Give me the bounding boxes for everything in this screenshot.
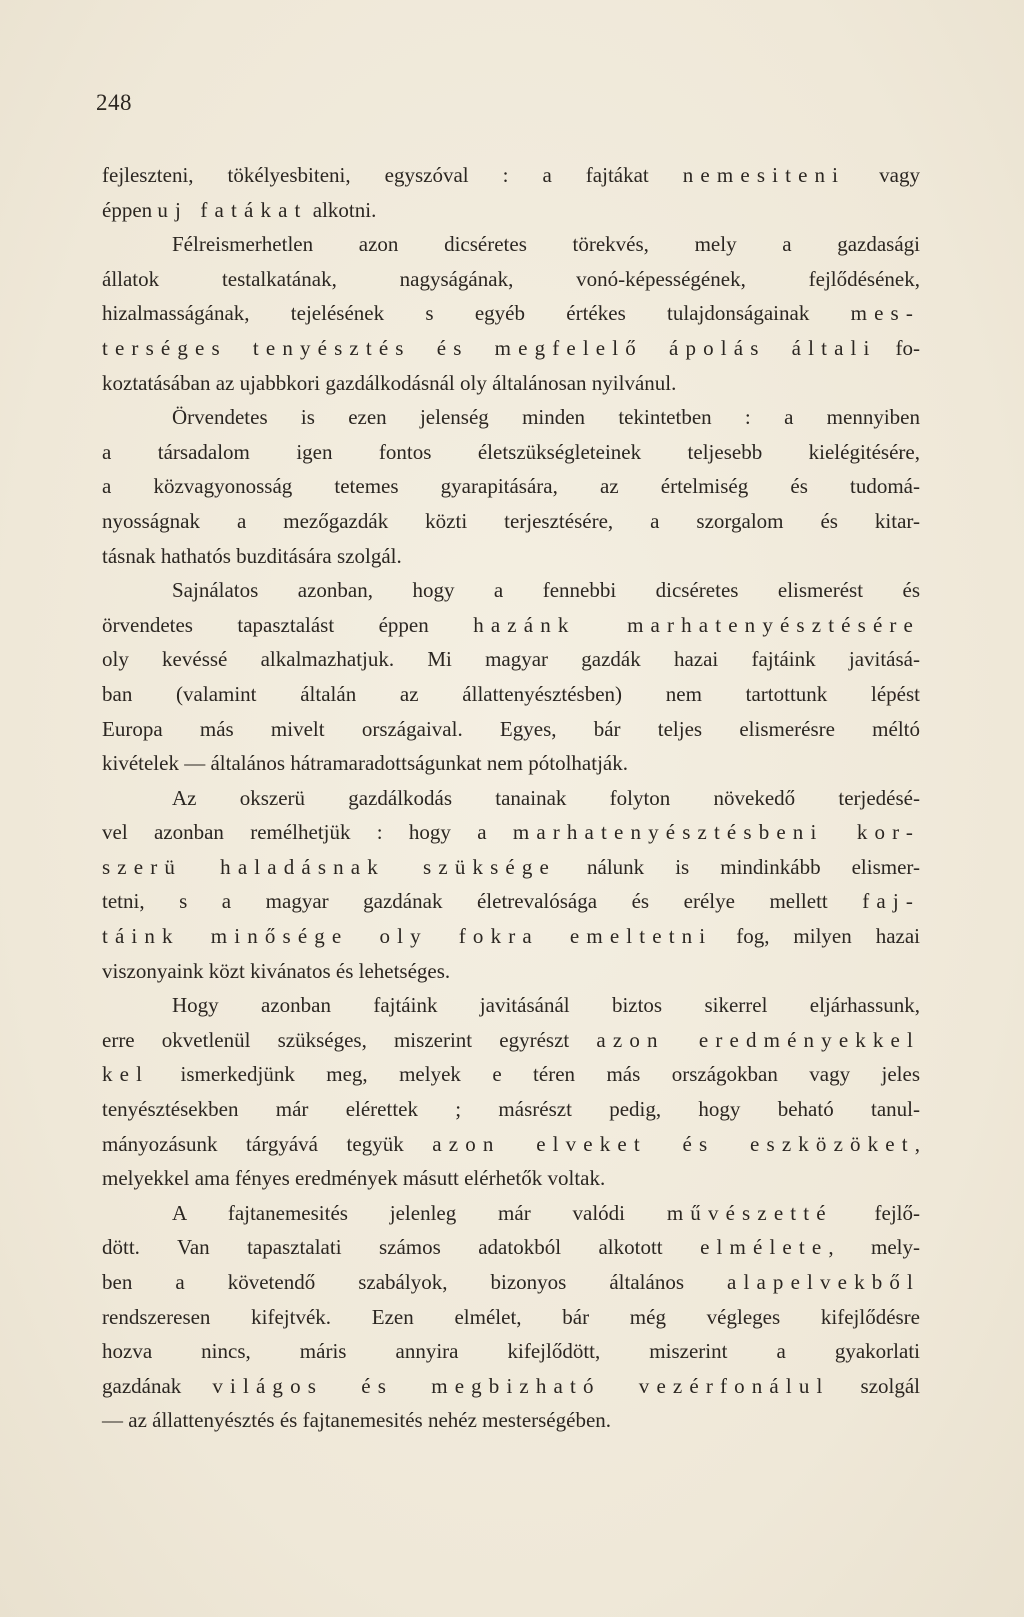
text-line <box>102 331 920 366</box>
text-line <box>102 296 920 331</box>
text-segment: ben a követendő szabályok, bizonyos általános <box>102 1270 728 1294</box>
text-segment: , <box>914 1131 920 1156</box>
text-line <box>102 1023 920 1058</box>
paragraph <box>102 400 920 573</box>
text-segment: rendszeresen kifejtvék. Ezen elmélet, bár még végleges kifejlődésre <box>102 1304 920 1329</box>
page-number: 248 <box>96 90 132 115</box>
paragraph <box>102 227 920 400</box>
text-line <box>102 884 920 919</box>
text-segment: a közvagyonosság tetemes gyarapitására, az értelmiség és tudomá- <box>102 474 920 499</box>
text-segment: koztatásában az ujabbkori gazdálkodásnál oly általánosan nyilvánul. <box>102 370 677 395</box>
text-line <box>102 539 920 574</box>
spaced-emphasis: szerü haladásnak szüksége <box>102 854 556 879</box>
spaced-emphasis: azon eredményekkel <box>596 1027 920 1052</box>
text-line <box>102 677 920 712</box>
text-segment: a társadalom igen fontos életszükségleteinek teljesebb kielégitésére, <box>102 439 920 464</box>
text-segment: mányozásunk tárgyává tegyük <box>102 1131 433 1156</box>
text-segment: hizalmasságának, tejelésének s egyéb értékes tulajdonságainak <box>102 301 851 326</box>
text-line <box>102 642 920 677</box>
text-segment: alkotni. <box>307 197 377 222</box>
text-segment: örvendetes tapasztalást éppen <box>102 612 474 637</box>
text-line <box>102 504 920 539</box>
text-line <box>102 1334 920 1369</box>
text-segment: tetni, s a magyar gazdának életrevalósága és erélye mellett <box>102 889 863 914</box>
text-segment: Europa más mivelt országaival. Egyes, bár teljes elismerésre méltó <box>102 716 920 741</box>
text-segment: viszonyaink közt kivánatos és lehetséges. <box>102 958 451 983</box>
spaced-emphasis: táink minősége oly fokra emeltetni <box>102 924 713 949</box>
text-line <box>102 988 920 1023</box>
text-segment: dött. Van tapasztalati számos adatokból alkotott <box>102 1235 701 1260</box>
text-segment: hozva nincs, máris annyira kifejlődött, miszerint a gyakorlati <box>102 1339 920 1364</box>
text-line <box>102 919 920 954</box>
text-segment: Hogy azonban fajtáink javitásánál biztos sikerrel eljárhassunk, <box>172 993 920 1018</box>
text-segment: Örvendetes is ezen jelenség minden tekintetben : a mennyiben <box>172 405 920 430</box>
text-line <box>102 1403 920 1438</box>
text-line <box>102 400 920 435</box>
text-line <box>102 712 920 747</box>
text-line <box>102 1230 920 1265</box>
text-segment: A fajtanemesités jelenleg már valódi <box>172 1200 667 1225</box>
text-segment: nyosságnak a mezőgazdák közti terjesztésére, a szorgalom és kitar- <box>102 508 920 533</box>
spaced-emphasis: hazánk marhatenyésztésére <box>473 612 920 637</box>
text-segment: éppen <box>102 197 158 222</box>
text-line <box>102 746 920 781</box>
text-line <box>102 1127 920 1162</box>
paragraph <box>102 158 920 227</box>
spaced-emphasis: faj- <box>862 889 920 914</box>
spaced-emphasis: alapelvekből <box>727 1270 920 1294</box>
text-line <box>102 815 920 850</box>
body-text <box>102 158 920 1438</box>
text-segment: , mely- <box>828 1235 921 1260</box>
text-line <box>102 1265 920 1300</box>
spaced-emphasis: elmélete <box>700 1235 829 1260</box>
text-segment: vel azonban remélhetjük : hogy a <box>102 820 513 845</box>
text-line <box>102 1161 920 1196</box>
text-segment: Sajnálatos azonban, hogy a fennebbi dicséretes elismerést és <box>172 578 920 603</box>
text-segment: ismerkedjünk meg, melyek e téren más országokban vagy jeles <box>149 1062 920 1087</box>
text-line <box>102 573 920 608</box>
spaced-emphasis: azon elveket és eszközöket <box>432 1131 915 1156</box>
text-segment: vagy <box>845 163 920 187</box>
text-line <box>102 193 920 228</box>
text-line <box>102 227 920 262</box>
text-segment: Az okszerü gazdálkodás tanainak folyton növekedő terjedésé- <box>172 785 920 810</box>
text-line <box>102 262 920 297</box>
text-segment: — az állattenyésztés és fajtanemesités nehéz mesterségében. <box>102 1408 612 1433</box>
spaced-emphasis: művészetté <box>666 1200 833 1225</box>
spaced-emphasis: nemesiteni <box>682 163 846 187</box>
text-line <box>102 1300 920 1335</box>
text-segment: nálunk is mindinkább elismer- <box>555 854 920 879</box>
spaced-emphasis: uj fatákat <box>157 197 308 222</box>
spaced-emphasis: terséges tenyésztés és megfelelő ápolás általi <box>102 335 877 360</box>
text-line <box>102 608 920 643</box>
text-line <box>102 954 920 989</box>
spaced-emphasis: kel <box>102 1062 150 1087</box>
spaced-emphasis: világos és megbizható vezérfonálul <box>212 1373 830 1398</box>
text-segment: szolgál <box>829 1373 920 1398</box>
text-segment: tásnak hathatós buzditására szolgál. <box>102 543 402 568</box>
text-segment: kivételek — általános hátramaradottságunkat nem pótolhatják. <box>102 751 628 776</box>
paragraph <box>102 781 920 989</box>
text-segment: fo- <box>876 335 920 360</box>
text-line <box>102 469 920 504</box>
spaced-emphasis: mes- <box>850 301 920 326</box>
text-line <box>102 1369 920 1404</box>
text-line <box>102 158 920 193</box>
text-segment: erre okvetlenül szükséges, miszerint egyrészt <box>102 1027 597 1052</box>
text-line <box>102 850 920 885</box>
paragraph <box>102 988 920 1196</box>
text-line <box>102 435 920 470</box>
text-line <box>102 1196 920 1231</box>
text-line <box>102 366 920 401</box>
text-segment: fejlő- <box>832 1200 920 1225</box>
text-line <box>102 1092 920 1127</box>
text-segment: fejleszteni, tökélyesbiteni, egyszóval : a fajtákat <box>102 163 683 187</box>
text-segment: fog, milyen hazai <box>712 924 920 949</box>
text-segment: állatok testalkatának, nagyságának, vonó-képességének, fejlődésének, <box>102 266 920 291</box>
text-segment: melyekkel ama fényes eredmények másutt elérhetők voltak. <box>102 1166 606 1191</box>
text-segment: Félreismerhetlen azon dicséretes törekvés, mely a gazdasági <box>172 232 920 257</box>
text-line <box>102 1057 920 1092</box>
text-segment: oly kevéssé alkalmazhatjuk. Mi magyar gazdák hazai fajtáink javitásá- <box>102 647 920 672</box>
paragraph <box>102 573 920 781</box>
text-line <box>102 781 920 816</box>
text-segment: ban (valamint általán az állattenyésztésben) nem tartottunk lépést <box>102 681 920 706</box>
text-segment: tenyésztésekben már elérettek ; másrészt pedig, hogy beható tanul- <box>102 1097 920 1122</box>
spaced-emphasis: marhatenyésztésbeni kor- <box>512 820 920 845</box>
paragraph <box>102 1196 920 1438</box>
text-segment: gazdának <box>102 1373 213 1398</box>
